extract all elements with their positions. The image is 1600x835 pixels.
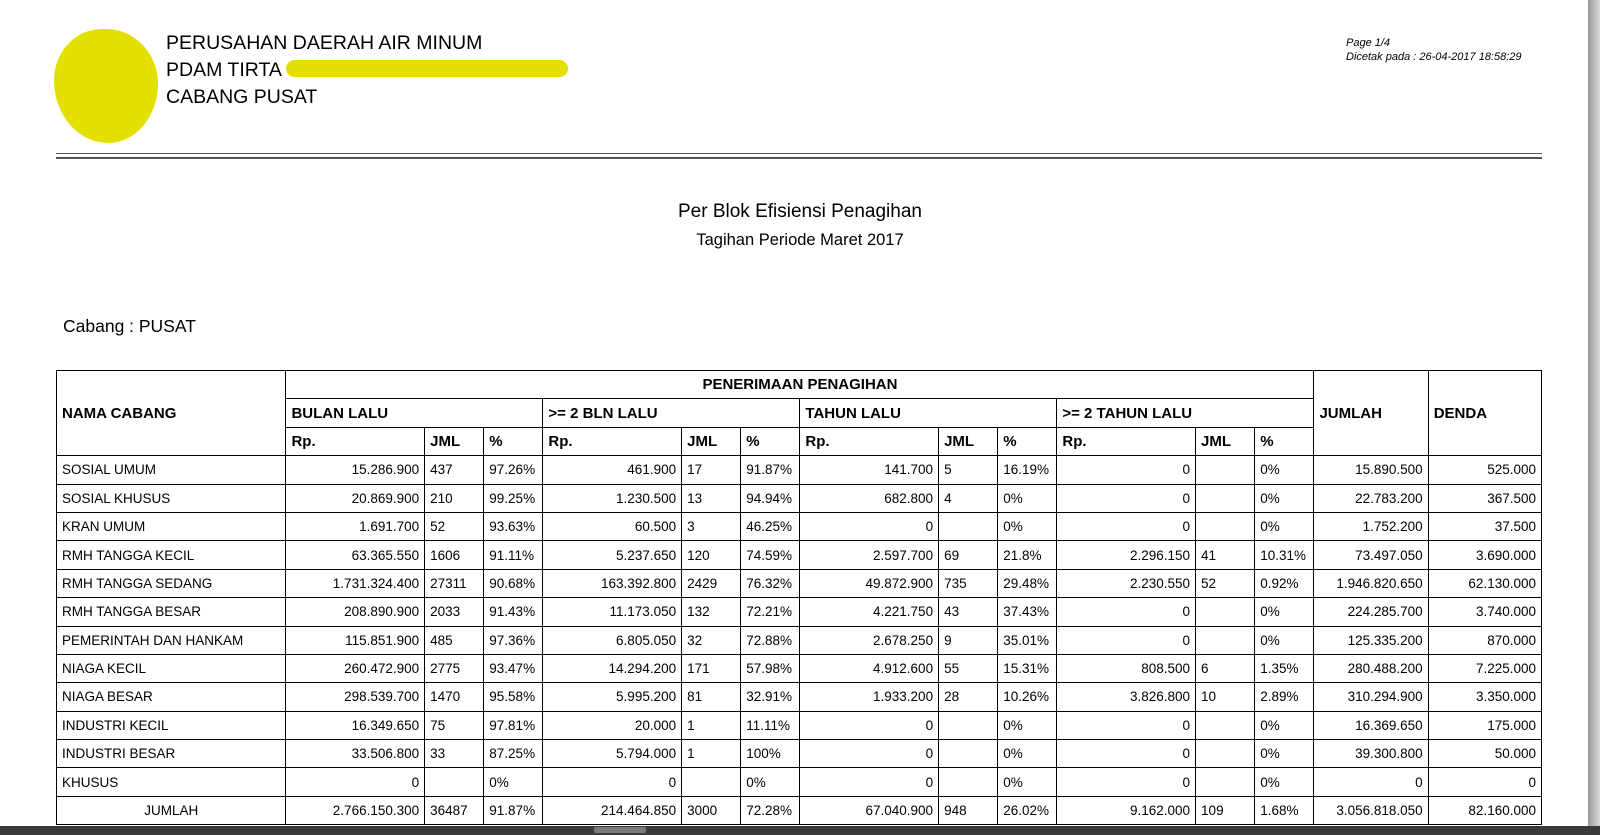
- page-meta: [1346, 36, 1522, 64]
- table-cell: 1.230.500: [543, 484, 682, 512]
- table-cell: 367.500: [1428, 484, 1541, 512]
- page-edge-shadow: [1588, 0, 1600, 835]
- table-cell: 6.805.050: [543, 626, 682, 654]
- table-cell: 33: [425, 740, 484, 768]
- table-cell: 35.01%: [998, 626, 1057, 654]
- table-cell: 0%: [998, 740, 1057, 768]
- branch-name-cell: PEMERINTAH DAN HANKAM: [57, 626, 286, 654]
- subheader-pct: %: [998, 427, 1057, 455]
- table-cell: 0: [1057, 484, 1196, 512]
- table-row: [57, 683, 1542, 711]
- table-cell: 9.162.000: [1057, 796, 1196, 824]
- table-cell: 5.237.650: [543, 541, 682, 569]
- table-cell: 0: [1057, 626, 1196, 654]
- table-cell: 310.294.900: [1314, 683, 1428, 711]
- table-cell: [425, 768, 484, 796]
- table-cell: 0%: [1255, 740, 1314, 768]
- report-title: Per Blok Efisiensi Penagihan: [678, 201, 922, 222]
- table-row: [57, 768, 1542, 796]
- table-cell: 1: [682, 711, 741, 739]
- table-cell: 0: [1057, 456, 1196, 484]
- table-cell: 0%: [998, 768, 1057, 796]
- table-cell: 0%: [998, 484, 1057, 512]
- table-cell: 14.294.200: [543, 654, 682, 682]
- table-cell: 2.766.150.300: [286, 796, 425, 824]
- table-cell: [1196, 512, 1255, 540]
- table-cell: 97.81%: [484, 711, 543, 739]
- table-cell: 525.000: [1428, 456, 1541, 484]
- table-cell: 3.350.000: [1428, 683, 1541, 711]
- table-cell: 20.000: [543, 711, 682, 739]
- subheader-rp: Rp.: [543, 427, 682, 455]
- table-cell: 3000: [682, 796, 741, 824]
- table-cell: 171: [682, 654, 741, 682]
- table-cell: 120: [682, 541, 741, 569]
- table-cell: 208.890.900: [286, 598, 425, 626]
- table-cell: 15.286.900: [286, 456, 425, 484]
- table-cell: 6: [1196, 654, 1255, 682]
- table-cell: 3.740.000: [1428, 598, 1541, 626]
- table-row: [57, 598, 1542, 626]
- branch-name-cell: RMH TANGGA SEDANG: [57, 569, 286, 597]
- table-cell: 2.89%: [1255, 683, 1314, 711]
- table-cell: 73.497.050: [1314, 541, 1428, 569]
- table-cell: 13: [682, 484, 741, 512]
- table-cell: 81: [682, 683, 741, 711]
- branch-name-cell: NIAGA BESAR: [57, 683, 286, 711]
- table-cell: 3: [682, 512, 741, 540]
- table-cell: 224.285.700: [1314, 598, 1428, 626]
- table-cell: 97.26%: [484, 456, 543, 484]
- header-group-bulan-lalu: BULAN LALU: [286, 399, 543, 427]
- table-cell: 132: [682, 598, 741, 626]
- table-cell: 0%: [1255, 598, 1314, 626]
- table-cell: 16.19%: [998, 456, 1057, 484]
- table-cell: 260.472.900: [286, 654, 425, 682]
- table-cell: 115.851.900: [286, 626, 425, 654]
- table-cell: 808.500: [1057, 654, 1196, 682]
- header-denda: DENDA: [1428, 371, 1541, 456]
- table-cell: 15.890.500: [1314, 456, 1428, 484]
- table-cell: 948: [939, 796, 998, 824]
- table-row: [57, 541, 1542, 569]
- table-cell: [1196, 626, 1255, 654]
- table-cell: 93.63%: [484, 512, 543, 540]
- table-cell: [1196, 598, 1255, 626]
- table-cell: 76.32%: [741, 569, 800, 597]
- table-cell: 0%: [1255, 484, 1314, 512]
- table-cell: 0: [1428, 768, 1541, 796]
- table-row: [57, 512, 1542, 540]
- table-cell: 69: [939, 541, 998, 569]
- table-cell: 10.26%: [998, 683, 1057, 711]
- table-cell: 37.500: [1428, 512, 1541, 540]
- table-cell: 4.221.750: [800, 598, 939, 626]
- table-cell: 1: [682, 740, 741, 768]
- table-cell: 461.900: [543, 456, 682, 484]
- subheader-jml: JML: [939, 427, 998, 455]
- table-cell: 4: [939, 484, 998, 512]
- redaction-mark: [286, 60, 568, 77]
- branch-name-cell: KRAN UMUM: [57, 512, 286, 540]
- branch-name-cell: NIAGA KECIL: [57, 654, 286, 682]
- table-cell: 0%: [998, 711, 1057, 739]
- table-row: [57, 654, 1542, 682]
- company-line-1: PERUSAHAN DAERAH AIR MINUM: [166, 32, 483, 54]
- table-cell: 2.678.250: [800, 626, 939, 654]
- subheader-rp: Rp.: [1057, 427, 1196, 455]
- printed-timestamp: Dicetak pada : 26-04-2017 18:58:29: [1346, 51, 1522, 63]
- table-cell: 1.35%: [1255, 654, 1314, 682]
- table-cell: 63.365.550: [286, 541, 425, 569]
- table-cell: 0: [1057, 740, 1196, 768]
- table-cell: [939, 768, 998, 796]
- total-row: [57, 796, 1542, 824]
- table-cell: 55: [939, 654, 998, 682]
- table-row: [57, 484, 1542, 512]
- subheader-pct: %: [484, 427, 543, 455]
- table-cell: 109: [1196, 796, 1255, 824]
- page-number: Page 1/4: [1346, 37, 1391, 49]
- table-cell: [939, 711, 998, 739]
- table-cell: 16.349.650: [286, 711, 425, 739]
- table-cell: 67.040.900: [800, 796, 939, 824]
- table-row: [57, 626, 1542, 654]
- table-cell: 0: [286, 768, 425, 796]
- report-subtitle: Tagihan Periode Maret 2017: [696, 231, 904, 249]
- subheader-pct: %: [741, 427, 800, 455]
- table-cell: 2429: [682, 569, 741, 597]
- table-cell: 7.225.000: [1428, 654, 1541, 682]
- table-cell: 3.826.800: [1057, 683, 1196, 711]
- table-cell: 52: [1196, 569, 1255, 597]
- table-cell: 735: [939, 569, 998, 597]
- table-cell: 94.94%: [741, 484, 800, 512]
- efficiency-table: [56, 370, 1542, 825]
- header-group-tahun-lalu: TAHUN LALU: [800, 399, 1057, 427]
- subheader-pct: %: [1255, 427, 1314, 455]
- branch-label: Cabang : PUSAT: [63, 316, 196, 336]
- company-header: [166, 30, 568, 111]
- table-cell: 62.130.000: [1428, 569, 1541, 597]
- table-cell: 82.160.000: [1428, 796, 1541, 824]
- table-cell: [1196, 711, 1255, 739]
- table-cell: 21.8%: [998, 541, 1057, 569]
- table-row: [57, 456, 1542, 484]
- table-cell: 26.02%: [998, 796, 1057, 824]
- header-divider-thin: [56, 153, 1542, 154]
- table-cell: 1470: [425, 683, 484, 711]
- table-cell: 870.000: [1428, 626, 1541, 654]
- table-cell: 37.43%: [998, 598, 1057, 626]
- table-cell: 1.731.324.400: [286, 569, 425, 597]
- table-cell: 15.31%: [998, 654, 1057, 682]
- header-group-2-tahun-lalu: >= 2 TAHUN LALU: [1057, 399, 1314, 427]
- table-cell: 20.869.900: [286, 484, 425, 512]
- subheader-jml: JML: [425, 427, 484, 455]
- branch-name-cell: KHUSUS: [57, 768, 286, 796]
- table-cell: 75: [425, 711, 484, 739]
- table-cell: 0: [800, 512, 939, 540]
- table-cell: 74.59%: [741, 541, 800, 569]
- table-cell: 100%: [741, 740, 800, 768]
- table-cell: 125.335.200: [1314, 626, 1428, 654]
- table-cell: 16.369.650: [1314, 711, 1428, 739]
- table-cell: 0%: [1255, 456, 1314, 484]
- table-cell: 0%: [484, 768, 543, 796]
- table-cell: [1196, 484, 1255, 512]
- table-cell: 4.912.600: [800, 654, 939, 682]
- table-cell: [1196, 456, 1255, 484]
- table-cell: 0: [1314, 768, 1428, 796]
- table-cell: 91.87%: [484, 796, 543, 824]
- table-cell: [939, 512, 998, 540]
- table-cell: 2.230.550: [1057, 569, 1196, 597]
- table-cell: 1.691.700: [286, 512, 425, 540]
- table-cell: 0: [800, 768, 939, 796]
- table-cell: 60.500: [543, 512, 682, 540]
- table-cell: 1.752.200: [1314, 512, 1428, 540]
- table-cell: 91.43%: [484, 598, 543, 626]
- table-cell: 0.92%: [1255, 569, 1314, 597]
- table-cell: 17: [682, 456, 741, 484]
- table-cell: 298.539.700: [286, 683, 425, 711]
- table-cell: 0: [1057, 768, 1196, 796]
- header-divider-thick: [56, 157, 1542, 159]
- table-cell: 90.68%: [484, 569, 543, 597]
- subheader-jml: JML: [1196, 427, 1255, 455]
- company-line-2: [166, 57, 568, 84]
- table-cell: 29.48%: [998, 569, 1057, 597]
- table-cell: 2.296.150: [1057, 541, 1196, 569]
- table-cell: 72.28%: [741, 796, 800, 824]
- table-cell: 32.91%: [741, 683, 800, 711]
- table-cell: 97.36%: [484, 626, 543, 654]
- company-line-3: CABANG PUSAT: [166, 86, 318, 108]
- table-cell: 91.87%: [741, 456, 800, 484]
- table-cell: 5: [939, 456, 998, 484]
- table-cell: 32: [682, 626, 741, 654]
- table-cell: 10.31%: [1255, 541, 1314, 569]
- table-cell: 1.68%: [1255, 796, 1314, 824]
- table-cell: 682.800: [800, 484, 939, 512]
- header-group-2-bln-lalu: >= 2 BLN LALU: [543, 399, 800, 427]
- table-cell: 437: [425, 456, 484, 484]
- table-row: [57, 711, 1542, 739]
- table-cell: 9: [939, 626, 998, 654]
- table-cell: 10: [1196, 683, 1255, 711]
- table-cell: 0%: [1255, 512, 1314, 540]
- horizontal-scrollbar[interactable]: [0, 826, 1600, 835]
- table-cell: 3.056.818.050: [1314, 796, 1428, 824]
- table-cell: 22.783.200: [1314, 484, 1428, 512]
- table-cell: 28: [939, 683, 998, 711]
- table-cell: [682, 768, 741, 796]
- branch-name-cell: RMH TANGGA BESAR: [57, 598, 286, 626]
- table-cell: 0: [1057, 512, 1196, 540]
- branch-name-cell: SOSIAL UMUM: [57, 456, 286, 484]
- table-cell: 49.872.900: [800, 569, 939, 597]
- table-cell: 5.794.000: [543, 740, 682, 768]
- scrollbar-thumb[interactable]: [594, 827, 646, 833]
- table-cell: 11.173.050: [543, 598, 682, 626]
- table-cell: 72.21%: [741, 598, 800, 626]
- table-cell: 52: [425, 512, 484, 540]
- table-row: [57, 740, 1542, 768]
- table-cell: 91.11%: [484, 541, 543, 569]
- table-cell: 57.98%: [741, 654, 800, 682]
- branch-name-cell: RMH TANGGA KECIL: [57, 541, 286, 569]
- table-cell: 3.690.000: [1428, 541, 1541, 569]
- table-cell: 0: [800, 711, 939, 739]
- table-cell: [1196, 740, 1255, 768]
- table-cell: [1196, 768, 1255, 796]
- table-cell: 0: [1057, 711, 1196, 739]
- company-logo-redacted: [54, 29, 158, 143]
- table-body: [57, 456, 1542, 825]
- table-header: [57, 371, 1542, 456]
- table-cell: 33.506.800: [286, 740, 425, 768]
- table-cell: 163.392.800: [543, 569, 682, 597]
- subheader-jml: JML: [682, 427, 741, 455]
- table-cell: 1.946.820.650: [1314, 569, 1428, 597]
- table-cell: 41: [1196, 541, 1255, 569]
- table-cell: 0: [800, 740, 939, 768]
- table-cell: 0: [543, 768, 682, 796]
- table-cell: 1.933.200: [800, 683, 939, 711]
- table-cell: 11.11%: [741, 711, 800, 739]
- table-cell: 99.25%: [484, 484, 543, 512]
- table-cell: 5.995.200: [543, 683, 682, 711]
- subheader-rp: Rp.: [286, 427, 425, 455]
- table-cell: 0%: [741, 768, 800, 796]
- company-name-prefix: PDAM TIRTA: [166, 59, 282, 81]
- header-nama-cabang: NAMA CABANG: [57, 371, 286, 456]
- table-cell: 93.47%: [484, 654, 543, 682]
- table-cell: 72.88%: [741, 626, 800, 654]
- table-cell: 0%: [998, 512, 1057, 540]
- branch-name-cell: INDUSTRI BESAR: [57, 740, 286, 768]
- table-cell: 0%: [1255, 768, 1314, 796]
- table-cell: 2.597.700: [800, 541, 939, 569]
- branch-name-cell: SOSIAL KHUSUS: [57, 484, 286, 512]
- table-cell: 2033: [425, 598, 484, 626]
- header-jumlah: JUMLAH: [1314, 371, 1428, 456]
- table-cell: 0%: [1255, 711, 1314, 739]
- table-cell: 43: [939, 598, 998, 626]
- table-cell: 46.25%: [741, 512, 800, 540]
- table-cell: 141.700: [800, 456, 939, 484]
- header-penerimaan: PENERIMAAN PENAGIHAN: [286, 371, 1314, 399]
- table-cell: 0: [1057, 598, 1196, 626]
- total-label-cell: JUMLAH: [57, 796, 286, 824]
- table-cell: 27311: [425, 569, 484, 597]
- table-cell: 50.000: [1428, 740, 1541, 768]
- table-cell: 214.464.850: [543, 796, 682, 824]
- table-cell: 95.58%: [484, 683, 543, 711]
- subheader-rp: Rp.: [800, 427, 939, 455]
- table-cell: 0%: [1255, 626, 1314, 654]
- table-cell: 1606: [425, 541, 484, 569]
- table-cell: 39.300.800: [1314, 740, 1428, 768]
- branch-name-cell: INDUSTRI KECIL: [57, 711, 286, 739]
- table-row: [57, 569, 1542, 597]
- table-cell: 280.488.200: [1314, 654, 1428, 682]
- table-cell: 485: [425, 626, 484, 654]
- table-cell: 210: [425, 484, 484, 512]
- table-cell: 36487: [425, 796, 484, 824]
- table-cell: [939, 740, 998, 768]
- table-cell: 2775: [425, 654, 484, 682]
- table-cell: 87.25%: [484, 740, 543, 768]
- table-cell: 175.000: [1428, 711, 1541, 739]
